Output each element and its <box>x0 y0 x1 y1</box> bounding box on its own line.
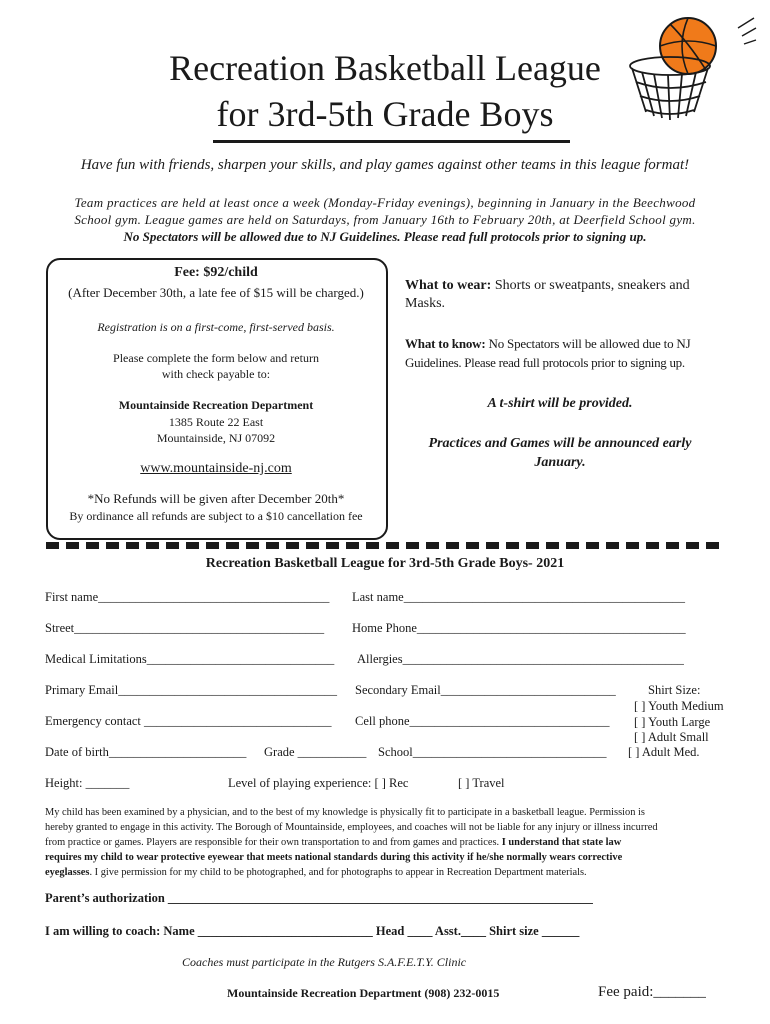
page-title-line1: Recreation Basketball League <box>169 48 601 88</box>
shirt-option-adult-med[interactable]: [ ] Adult Med. <box>628 745 700 759</box>
what-to-wear <box>405 278 725 294</box>
level-rec-checkbox[interactable]: Level of playing experience: [ ] Rec <box>228 776 409 790</box>
consent-line4: requires my child to wear protective eyewear that meets national standards during this activity if he/she normally wears corrective <box>45 852 623 863</box>
street-field[interactable]: Street________________________________________ <box>45 621 325 635</box>
grade-field[interactable]: Grade ___________ <box>264 745 367 759</box>
consent-line2: hereby granted to engage in this activity. The Borough of Mountainside, employees, and coaches will not be liable for any injury or illness incurred <box>45 822 658 833</box>
safety-clinic-note: Coaches must participate in the Rutgers S.A.F.E.T.Y. Clinic <box>182 955 467 969</box>
instructions-line2: with check payable to: <box>161 367 271 381</box>
refund-policy: By ordinance all refunds are subject to a $10 cancellation fee <box>69 509 363 523</box>
allergies-field[interactable]: Allergies_____________________________________________ <box>357 652 684 666</box>
late-fee-note: (After December 30th, a late fee of $15 will be charged.) <box>68 285 364 300</box>
shirt-option-youth-large[interactable]: [ ] Youth Large <box>634 715 711 729</box>
know-text: No Spectators will be allowed due to NJ <box>485 336 691 351</box>
schedule-line2: School gym. League games are held on Saturdays, from January 16th to February 20th, at Deerfield School gym. <box>74 212 696 227</box>
wear-text: Shorts or sweatpants, sneakers and <box>491 278 690 293</box>
consent-line5 <box>45 865 735 880</box>
spectators-notice: No Spectators will be allowed due to NJ Guidelines. Please read full protocols prior to signing up. <box>123 229 647 244</box>
primary-email-field[interactable]: Primary Email___________________________________ <box>45 683 337 697</box>
form-heading: Recreation Basketball League for 3rd-5th Grade Boys- 2021 <box>205 556 565 571</box>
address-line2: Mountainside, NJ 07092 <box>156 431 276 445</box>
basketball-hoop-icon <box>618 12 758 124</box>
consent-line5-plain: . I give permission for my child to be photographed, and for photographs to appear in Recreation Department materials. <box>89 867 587 878</box>
home-phone-field[interactable]: Home Phone___________________________________________ <box>352 621 686 635</box>
shirt-option-youth-medium[interactable]: [ ] Youth Medium <box>634 699 724 713</box>
consent-line3 <box>45 835 735 850</box>
height-field[interactable]: Height: _______ <box>45 776 130 790</box>
fee-amount: Fee: $92/child <box>174 265 258 280</box>
schedule-line1: Team practices are held at least once a week (Monday-Friday evenings), beginning in January in the Beechwood <box>74 195 696 210</box>
consent-paragraph <box>45 805 735 880</box>
title-underline <box>213 140 570 143</box>
cell-phone-field[interactable]: Cell phone________________________________ <box>355 714 610 728</box>
address-line1: 1385 Route 22 East <box>168 415 264 429</box>
payee-name: Mountainside Recreation Department <box>118 398 314 412</box>
footer-department-phone: Mountainside Recreation Department (908) 232-0015 <box>227 986 500 1000</box>
practices-line2: January. <box>534 455 586 470</box>
dashed-cut-line <box>46 542 726 549</box>
first-come-note: Registration is on a first-come, first-served basis. <box>97 320 335 334</box>
date-of-birth-field[interactable]: Date of birth______________________ <box>45 745 247 759</box>
instructions-line1: Please complete the form below and return <box>113 351 319 365</box>
level-travel-checkbox[interactable]: [ ] Travel <box>458 776 505 790</box>
fee-paid-field[interactable]: Fee paid:_______ <box>598 984 706 1000</box>
tshirt-note: A t-shirt will be provided. <box>487 396 633 411</box>
shirt-option-adult-small[interactable]: [ ] Adult Small <box>634 730 709 744</box>
website-link[interactable]: www.mountainside-nj.com <box>140 461 292 476</box>
secondary-email-field[interactable]: Secondary Email____________________________ <box>355 683 616 697</box>
school-field[interactable]: School_______________________________ <box>378 745 607 759</box>
page-title-line2: for 3rd-5th Grade Boys <box>216 94 554 134</box>
know-text-line2: Guidelines. Please read full protocols prior to signing up. <box>405 355 685 370</box>
practices-line1: Practices and Games will be announced early <box>428 436 692 451</box>
medical-limitations-field[interactable]: Medical Limitations______________________________ <box>45 652 335 666</box>
wear-text-line2: Masks. <box>405 296 446 311</box>
consent-line1: My child has been examined by a physician, and to the best of my knowledge is physically fit to participate in a basketball league. Permission is <box>45 807 645 818</box>
first-name-field[interactable]: First name_____________________________________ <box>45 590 330 604</box>
emergency-contact-field[interactable]: Emergency contact ______________________________ <box>45 714 332 728</box>
what-to-know <box>405 336 735 352</box>
last-name-field[interactable]: Last name_____________________________________________ <box>352 590 685 604</box>
know-label: What to know: <box>405 336 486 351</box>
consent-line3-plain: from practice or games. Players are responsible for their own transportation to and from games and practices. <box>45 837 502 848</box>
tagline: Have fun with friends, sharpen your skills, and play games against other teams in this league format! <box>80 157 690 173</box>
wear-label: What to wear: <box>405 278 492 293</box>
no-refunds-note: *No Refunds will be given after December 20th* <box>87 491 345 506</box>
consent-line5-bold: eyeglasses <box>45 867 90 878</box>
consent-line3-bold: I understand that state law <box>501 837 622 848</box>
shirt-size-label: Shirt Size: <box>648 683 701 697</box>
parent-authorization-field[interactable]: Parent’s authorization ____________________________________________________________________ <box>45 891 593 905</box>
coach-volunteer-field[interactable]: I am willing to coach: Name ____________________________ Head ____ Asst.____ Shirt size ______ <box>45 924 580 938</box>
